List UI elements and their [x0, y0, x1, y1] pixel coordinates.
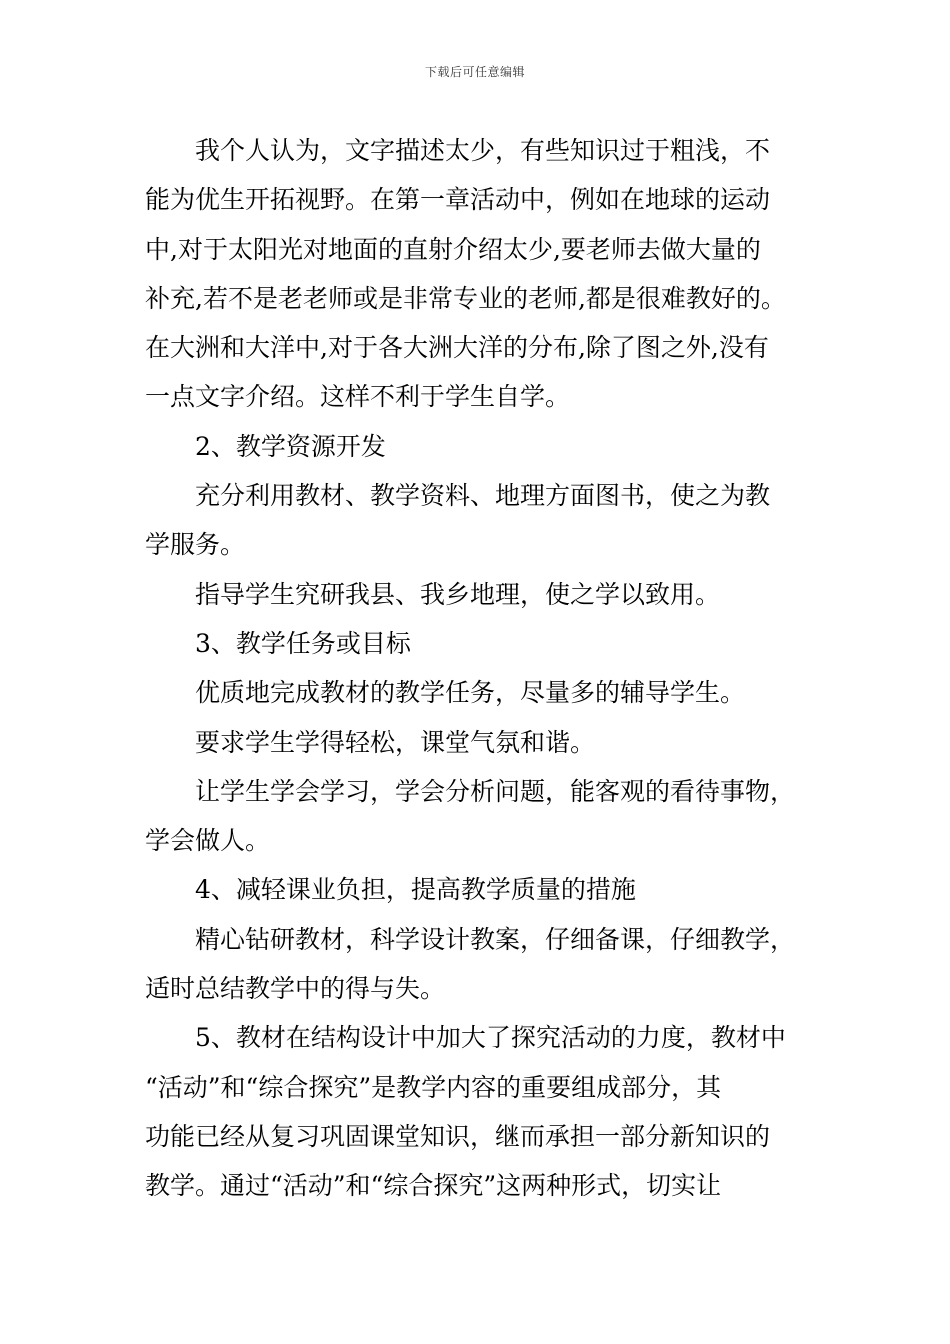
text-line: 优质地完成教材的教学任务，尽量多的辅导学生。	[195, 678, 746, 708]
page-header: 下载后可任意编辑	[424, 65, 525, 79]
text-line: 学服务。	[145, 530, 246, 560]
text-line: 要求学生学得轻松，课堂气氛和谐。	[195, 727, 596, 757]
text-line: 指导学生究研我县、我乡地理，使之学以致用。	[195, 579, 721, 609]
text-line: 精心钻研教材，科学设计教案，仔细备课，仔细教学，	[195, 924, 796, 954]
text-line: 一点文字介绍。这样不利于学生自学。	[145, 382, 571, 412]
document-body	[145, 126, 811, 1211]
text-line: 2、教学资源开发	[195, 431, 386, 461]
text-line: 让学生学会学习，学会分析问题，能客观的看待事物，	[195, 776, 796, 806]
text-line: 学会做人。	[145, 826, 271, 856]
text-line: 在大洲和大洋中,对于各大洲大洋的分布,除了图之外,没有	[145, 333, 769, 363]
text-line: 功能已经从复习巩固课堂知识，继而承担一部分新知识的	[145, 1121, 771, 1151]
text-line: 充分利用教材、教学资料、地理方面图书，使之为教	[195, 481, 771, 511]
text-line: 3、教学任务或目标	[195, 628, 411, 658]
text-line: 补充,若不是老老师或是非常专业的老师,都是很难教好的。	[145, 283, 786, 313]
text-line: 我个人认为，文字描述太少，有些知识过于粗浅，不	[195, 136, 771, 165]
text-line: 适时总结教学中的得与失。	[145, 974, 446, 1004]
text-line: “活动”和“综合探究”是教学内容的重要组成部分，其	[145, 1072, 722, 1102]
text-line: 教学。通过“活动”和“综合探究”这两种形式，切实让	[145, 1171, 722, 1201]
text-line: 5、教材在结构设计中加大了探究活动的力度，教材中	[195, 1023, 786, 1053]
text-line: 能为优生开拓视野。在第一章活动中，例如在地球的运动	[145, 185, 771, 215]
text-line: 4、减轻课业负担，提高教学质量的措施	[195, 875, 636, 905]
text-line: 中,对于太阳光对地面的直射介绍太少,要老师去做大量的	[145, 234, 761, 264]
